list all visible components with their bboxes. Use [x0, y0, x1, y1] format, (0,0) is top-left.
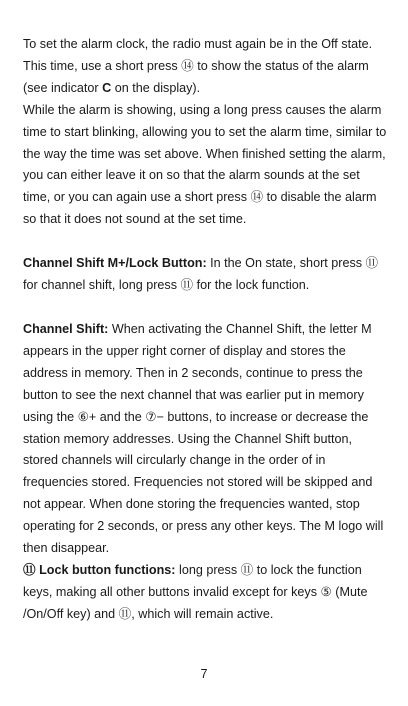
page-number: 7	[200, 667, 208, 681]
channel-shift-lock-section	[23, 253, 389, 297]
alarm-paragraph-1	[23, 34, 389, 100]
channel-shift-lock-heading: Channel Shift M+/Lock Button:	[23, 256, 207, 271]
alarm-text-b: on the display).	[111, 80, 201, 95]
lock-function-section	[23, 560, 389, 626]
lock-function-text: long press ⑪ to lock the function keys, making all other buttons invalid except for keys ⑤ (Mute /On/Off key) and ⑪, which will remain active.	[23, 562, 368, 621]
channel-shift-heading: Channel Shift:	[23, 321, 109, 336]
paragraph-gap	[23, 231, 389, 253]
alarm-paragraph-2: While the alarm is showing, using a long press causes the alarm time to start blinking, allowing you to set the alarm time, similar to the way the time was set above. When finished setting the alarm, you can either leave it on so that the alarm sounds at the set time, or you can again use a short press ⑭ to disable the alarm so that it does not sound at the set time.	[23, 102, 387, 227]
alarm-indicator-letter: C	[102, 80, 112, 95]
channel-shift-lock-text: In the On state, short press ⑪ for channel shift, long press ⑪ for the lock function.	[23, 256, 379, 293]
channel-shift-section	[23, 319, 389, 560]
alarm-text-a: To set the alarm clock, the radio must again be in the Off state. This time, use a short press ⑭ to show the status of the alarm (see indicator	[23, 37, 373, 95]
manual-page	[23, 34, 389, 626]
paragraph-gap	[23, 297, 389, 319]
lock-function-heading: ⑪ Lock button functions:	[23, 562, 176, 577]
channel-shift-text: When activating the Channel Shift, the letter M appears in the upper right corner of display and stores the address in memory. Then in 2 seconds, continue to press the button to see the next channel that was earlier put in memory using the ⑥+ and the ⑦− buttons, to increase or decrease the station memory addresses. Using the Channel Shift button, stored channels will circularly change in the order of in frequencies stored. Frequencies not stored will be skipped and not appear. When done storing the frequencies wanted, stop operating for 2 seconds, or press any other keys. The M logo will then disappear.	[23, 321, 384, 556]
